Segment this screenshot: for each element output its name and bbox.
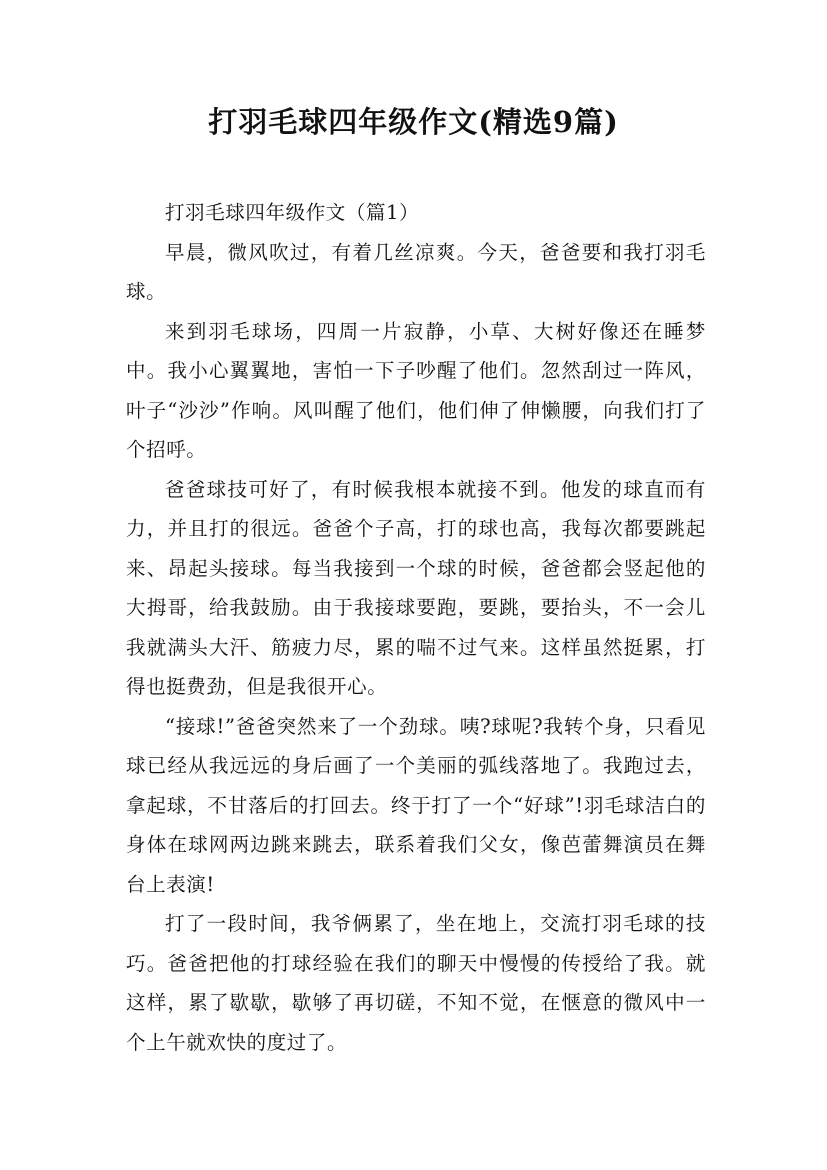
section-heading: 打羽毛球四年级作文（篇1）	[165, 201, 420, 224]
paragraph-4: “接球!”爸爸突然来了一个劲球。咦?球呢?我转个身，只看见球已经从我远远的身后画了一个美丽的弧线落地了。我跑过去，拿起球，不甘落后的打回去。终于打了一个“好球”!羽毛球洁白的身体在球网两边跳来跳去，联系着我们父女，像芭蕾舞演员在舞台上表演!	[126, 714, 706, 896]
document-title: 打羽毛球四年级作文(精选9篇)	[208, 105, 619, 139]
paragraph-3: 爸爸球技可好了，有时候我根本就接不到。他发的球直而有力，并且打的很远。爸爸个子高，打的球也高，我每次都要跳起来、昂起头接球。每当我接到一个球的时候，爸爸都会竖起他的大拇哥，给我鼓励。由于我接球要跑，要跳，要抬头，不一会儿我就满头大汗、筋疲力尽，累的喘不过气来。这样虽然挺累，打得也挺费劲，但是我很开心。	[126, 477, 706, 698]
document-body	[126, 193, 706, 1062]
paragraph-5: 打了一段时间，我爷俩累了，坐在地上，交流打羽毛球的技巧。爸爸把他的打球经验在我们的聊天中慢慢的传授给了我。就这样，累了歇歇，歇够了再切磋，不知不觉，在惬意的微风中一个上午就欢快的度过了。	[126, 912, 706, 1054]
paragraph-1: 早晨，微风吹过，有着几丝凉爽。今天，爸爸要和我打羽毛球。	[126, 240, 706, 303]
paragraph-2: 来到羽毛球场，四周一片寂静，小草、大树好像还在睡梦中。我小心翼翼地，害怕一下子吵醒了他们。忽然刮过一阵风，叶子“沙沙”作响。风叫醒了他们，他们伸了伸懒腰，向我们打了个招呼。	[126, 319, 706, 461]
